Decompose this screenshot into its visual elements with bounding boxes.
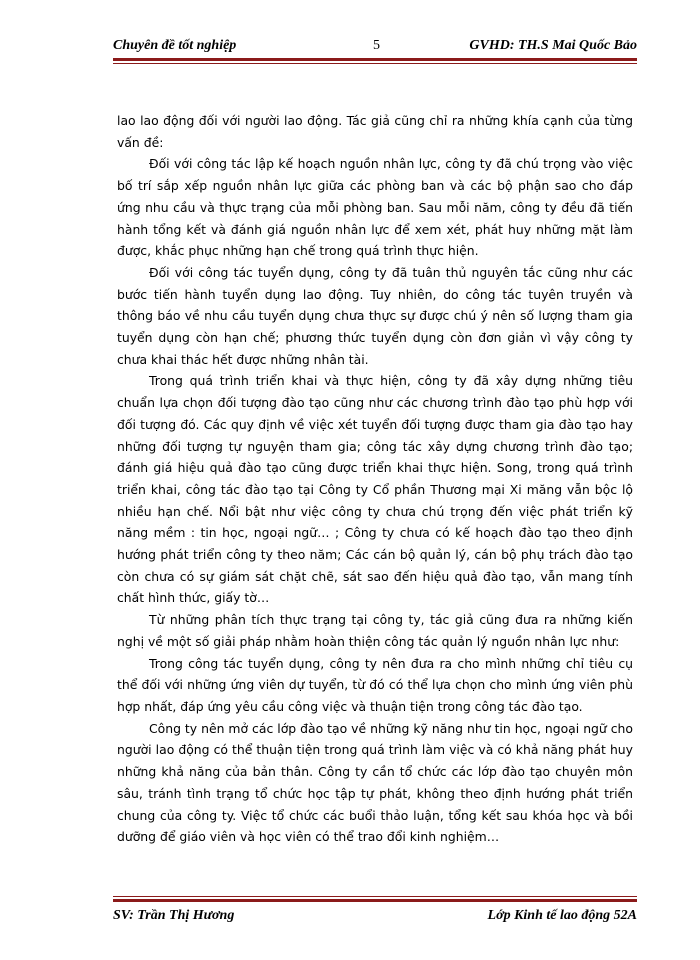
body-text bbox=[117, 110, 633, 848]
paragraph: Trong công tác tuyển dụng, công ty nên đưa ra cho mình những chỉ tiêu cụ thể đối với những ứng viên dự tuyển, từ đó có thể lựa chọn cho mình ứng viên phù hợp nhất, đáp ứng yêu cầu công việc và thuận tiện trong công tác đào tạo. bbox=[117, 655, 633, 714]
header-rule-thick bbox=[113, 58, 637, 61]
header-advisor: GVHD: TH.S Mai Quốc Bảo bbox=[469, 38, 637, 53]
paragraph: Trong quá trình triển khai và thực hiện, công ty đã xây dựng những tiêu chuẩn lựa chọn đối tượng đào tạo cũng như các chương trình đào tạo phù hợp với đối tượng đó. Các quy định về việc xét tuyển đối tượng được tham gia đào tạo hay những đối tượng tự nguyện tham gia; công tác xây dựng chương trình đào tạo; đánh giá hiệu quả đào tạo cũng được triển khai thực hiện. Song, trong quá trình triển khai, công tác đào tạo tại Công ty Cổ phần Thương mại Xi măng vẫn bộc lộ nhiều hạn chế. Nổi bật như việc công ty chưa chú trọng đến việc phát triển kỹ năng mềm : tin học, ngoại ngữ… ; Công ty chưa có kế hoạch đào tạo theo định hướng phát triển công ty theo năm; Các cán bộ quản lý, cán bộ phụ trách đào tạo còn chưa có sự giám sát chặt chẽ, sát sao đến hiệu quả đào tạo, vẫn mang tính chất hình thức, giấy tờ… bbox=[117, 373, 633, 606]
footer-class: Lớp Kinh tế lao động 52A bbox=[487, 908, 637, 923]
paragraph: Đối với công tác tuyển dụng, công ty đã tuân thủ nguyên tắc cũng như các bước tiến hành tuyển dụng lao động. Tuy nhiên, do công tác tuyên truyền và thông báo về nhu cầu tuyển dụng chưa thực sự được chú ý nên số lượng tham gia tuyển dụng còn hạn chế; phương thức tuyển dụng còn đơn giản vì vậy công ty chưa khai thác hết được những nhân tài. bbox=[117, 264, 633, 367]
paragraph: Công ty nên mở các lớp đào tạo về những kỹ năng như tin học, ngoại ngữ cho người lao động có thể thuận tiện trong quá trình làm việc và có khả năng phát huy những khả năng của bản thân. Công ty cần tổ chức các lớp đào tạo chuyên môn sâu, tránh tình trạng tổ chức học tập tự phát, không theo định hướng phát triển chung của công ty. Việc tổ chức các buổi thảo luận, tổng kết sau khóa học và bồi dưỡng để giáo viên và học viên có thể trao đổi kinh nghiệm… bbox=[117, 720, 633, 845]
paragraph: Từ những phân tích thực trạng tại công ty, tác giả cũng đưa ra những kiến nghị về một số giải pháp nhằm hoàn thiện công tác quản lý nguồn nhân lực như: bbox=[117, 612, 633, 649]
page-header bbox=[113, 36, 637, 56]
footer-student: SV: Trần Thị Hương bbox=[113, 908, 235, 923]
paragraph: Đối với công tác lập kế hoạch nguồn nhân lực, công ty đã chú trọng vào việc bố trí sắp xếp nguồn nhân lực giữa các phòng ban và các bộ phận sao cho đáp ứng nhu cầu và thực trạng của mỗi phòng ban. Sau mỗi năm, công ty đều đã tiến hành tổng kết và đánh giá nguồn nhân lực để xem xét, phát huy những mặt làm được, khắc phục những hạn chế trong quá trình thực hiện. bbox=[117, 156, 633, 259]
paragraph: lao lao động đối với người lao động. Tác giả cũng chỉ ra những khía cạnh của từng vấn đề: bbox=[117, 113, 633, 150]
footer-rule-thick bbox=[113, 899, 637, 902]
footer-rule-thin bbox=[113, 896, 637, 897]
header-title: Chuyên đề tốt nghiệp bbox=[113, 38, 237, 53]
page-number: 5 bbox=[373, 38, 380, 53]
header-rule-thin bbox=[113, 63, 637, 64]
